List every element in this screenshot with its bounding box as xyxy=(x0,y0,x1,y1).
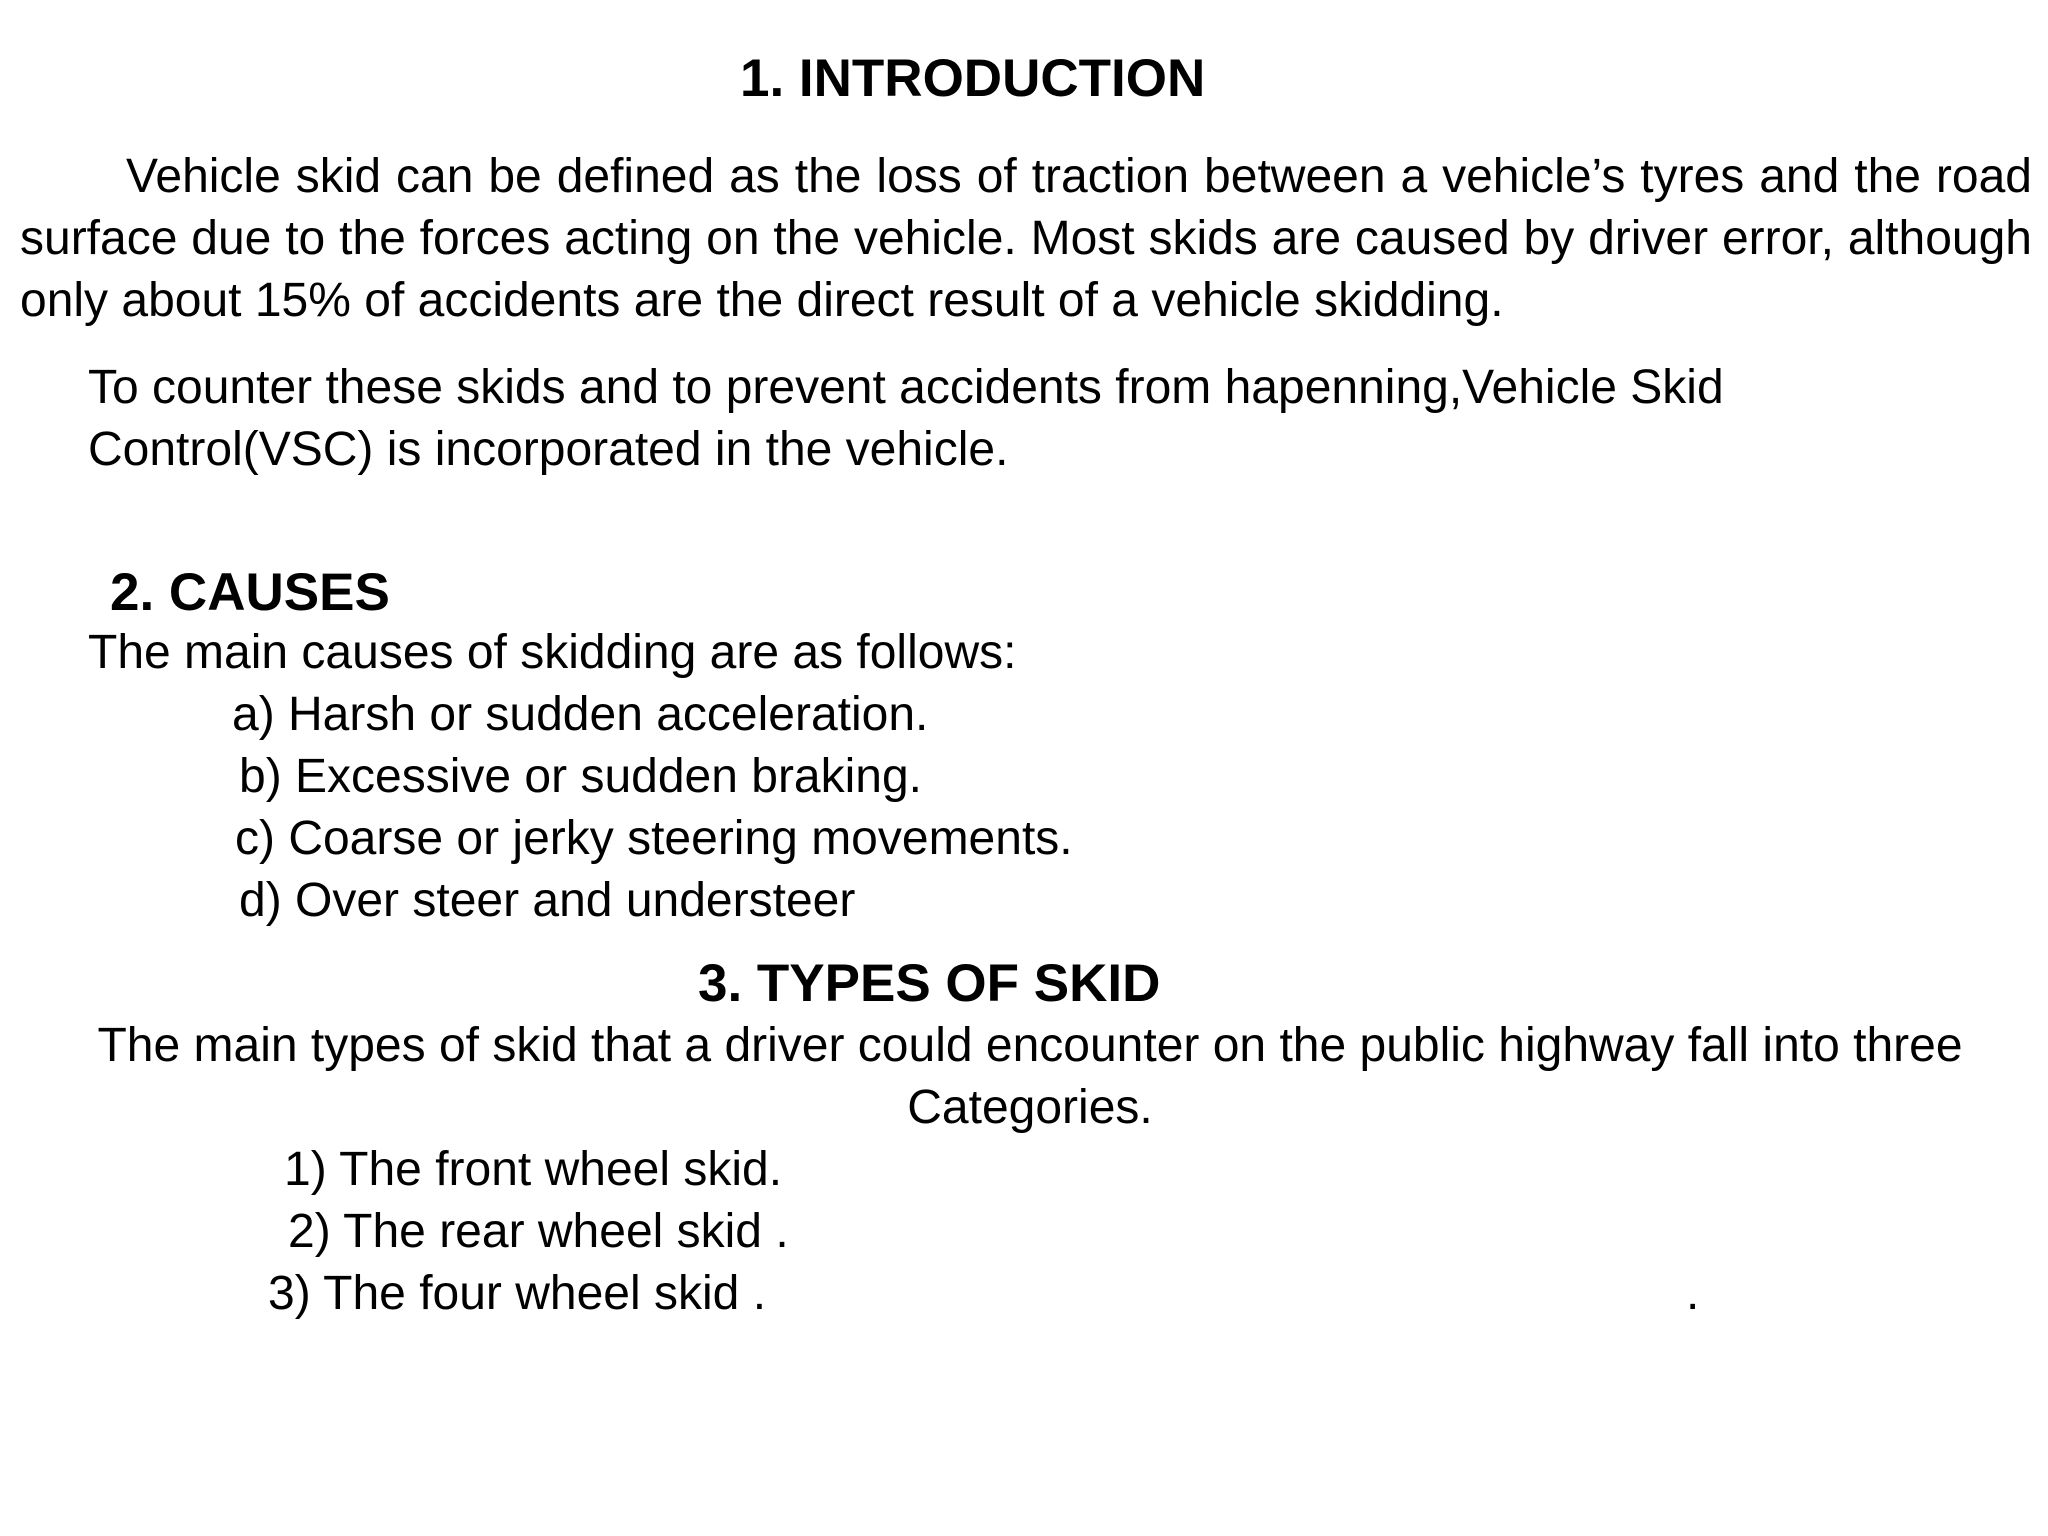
list-item: 2) The rear wheel skid . xyxy=(288,1205,789,1258)
causes-heading: 2. CAUSES xyxy=(110,563,390,622)
stray-period-mark: . xyxy=(1686,1267,1700,1320)
causes-intro: The main causes of skidding are as follows: xyxy=(88,626,1017,679)
list-item: b) Excessive or sudden braking. xyxy=(239,750,923,803)
list-item: c) Coarse or jerky steering movements. xyxy=(235,812,1073,865)
vsc-paragraph: To counter these skids and to prevent accidents from hapenning,Vehicle Skid Control(VSC) is incorporated in the vehicle. xyxy=(88,361,1724,476)
list-item: d) Over steer and understeer xyxy=(239,874,856,927)
types-intro: The main types of skid that a driver could encounter on the public highway fall into three Categories. xyxy=(97,1019,1963,1134)
list-item: 1) The front wheel skid. xyxy=(284,1143,783,1196)
list-item: 3) The four wheel skid . xyxy=(268,1267,767,1320)
types-heading: 3. TYPES OF SKID xyxy=(698,954,1161,1013)
list-item: a) Harsh or sudden acceleration. xyxy=(232,688,929,741)
introduction-paragraph: Vehicle skid can be defined as the loss of traction between a vehicle’s tyres and the road surface due to the forces acting on the vehicle. Most skids are caused by driver error, although only about 15% of accidents are the direct result of a vehicle skidding. xyxy=(20,150,2032,327)
introduction-heading: 1. INTRODUCTION xyxy=(740,49,1206,108)
